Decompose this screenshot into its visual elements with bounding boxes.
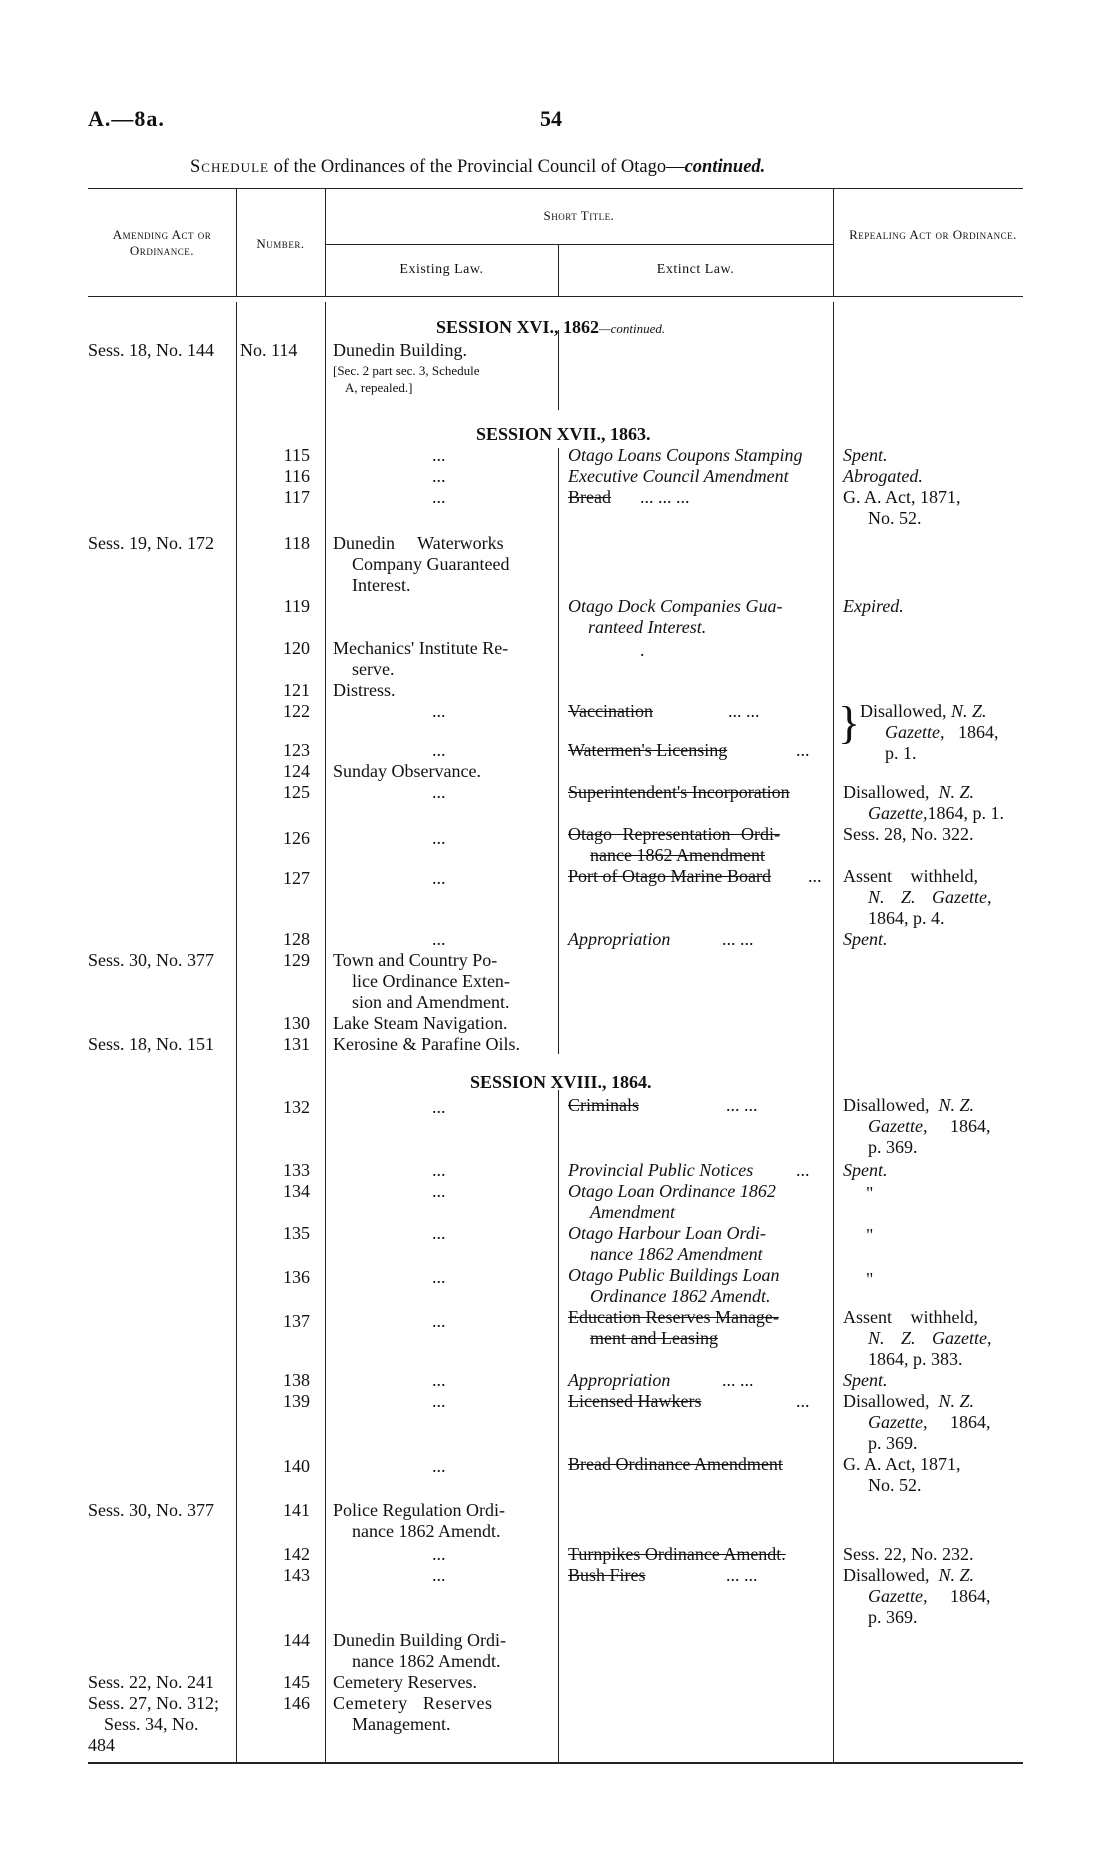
col-divider-3-a	[558, 330, 559, 410]
col-divider-3-b	[558, 448, 559, 1054]
caption-main: of the Ordinances of the Provincial Council of Otago—	[268, 157, 685, 177]
session-heading: SESSION XVIII., 1864.	[470, 1072, 652, 1092]
session-heading: SESSION XVII., 1863.	[476, 424, 651, 444]
col-divider-1	[236, 302, 237, 1762]
header-bottom-rule	[88, 296, 1023, 297]
page-number: 54	[540, 106, 562, 131]
document-page: A.—8a. 54 Schedule of the Ordinances of the Provincial Council of Otago—continued. Amending Act or Ordinance. Number. Short Title. Existing Law. Extinct Law. Repealing Act or Ordinance. SESSION XVI., 1862—continued. SESSION XVII., 1863. SESSION XVIII., 1864. Sess. 18, No. 144 No. 114 Dunedin Building. [Sec. 2 part sec. 3, Schedule A, repealed.] 115 ... Otago Loans Coupons Stamping Spent. 116 ... Executive Council Amendment Abrogated. 117 ... Bread ... ... ... G. A. Act, 1871, No. 52. Sess. 19, No. 172 118 Dunedin Waterworks Company Guaranteed Interest. 119 Otago Dock Companies Gua- ranteed Interest. Expired. 120 Mechanics' Institute Re- serve. . 121 Distress. 122 ... Vaccination ... ... } Disallowed, N. Z. Gazette, 1864, p. 1. 123 ... Watermen's Licensing ... 124 Sunday Observance. 125 ... Superintendent's Incorporation Disallowed, N. Z. Gazette,1864, p. 1. 126 ... Otago Representation Ordi- nance 1862 Amendment Sess. 28, No. 322. 127 ... Port of Otago Marine Board ... Assent withheld, N. Z. Gazette, 1864, p. 4. 128 ... Appropriation ... ... Spent. Sess. 30, No. 377 129 Town and Country Po- lice Ordinance Exten- sion and Amendment. 130 Lake Steam Navigation. Sess. 18, No. 151 131 Kerosine & Parafine Oils. 132 ... Criminals ... ... Disallowed, N. Z. Gazette, 1864, p. 369. 133 ... Provincial Public Notices ... Spent. 134 ... Otago Loan Ordinance 1862 Amendment " 135 ... Otago Harbour Loan Ordi- nance 1862 Amendment " 136 ... Otago Public Buildings Loan Ordinance 1862 Amendt. " 137 ... Education Reserves Manage- ment and Leasing Assent withheld, N. Z. Gazette, 1864, p. 383. 138 ... Appropriation ... ... Spent. 139 ... Licensed Hawkers ... Disallowed, N. Z. Gazette, 1864, p. 369. 140 ... Bread Ordinance Amendment G. A. Act, 1871, No. 52. Sess. 30, No. 377 141 Police Regulation Ordi- nance 1862 Amendt. 142 ... Turnpikes Ordinance Amendt. Sess. 22, No. 232. 143 ... Bush Fires ... ... Disallowed, N. Z. Gazette, 1864, p. 369. 144 Dunedin Building Ordi- nance 1862 Amendt. Sess. 22, No. 241 145 Cemetery Reserves. Sess. 27, No. 312; Sess. 34, No. 484 146 Cemetery Reserves Management.	[0, 0, 1114, 1875]
header-amending: Amending Act or Ordinance.	[112, 227, 212, 258]
header-extinct: Extinct Law.	[656, 262, 735, 277]
col-divider-3-c	[558, 1090, 559, 1762]
caption-continued: continued.	[684, 157, 766, 177]
col-divider-4-head	[833, 188, 834, 296]
session-heading: SESSION XVI., 1862—continued.	[436, 317, 666, 337]
col-divider-2	[325, 302, 326, 1762]
short-title-subrule	[325, 244, 833, 245]
col-divider-2-head	[325, 188, 326, 296]
col-divider-4	[833, 302, 834, 1762]
table-bottom-rule	[88, 1762, 1023, 1764]
schedule-caption	[190, 157, 765, 178]
table-top-rule	[88, 188, 1023, 189]
caption-lead: Schedule	[190, 157, 269, 177]
header-short-title: Short Title.	[543, 208, 615, 223]
brace-icon: }	[838, 697, 861, 748]
document-reference: A.—8a.	[88, 106, 165, 131]
header-existing: Existing Law.	[399, 262, 484, 277]
header-number: Number.	[256, 236, 305, 251]
header-repealing: Repealing Act or Ordinance.	[849, 227, 1017, 242]
